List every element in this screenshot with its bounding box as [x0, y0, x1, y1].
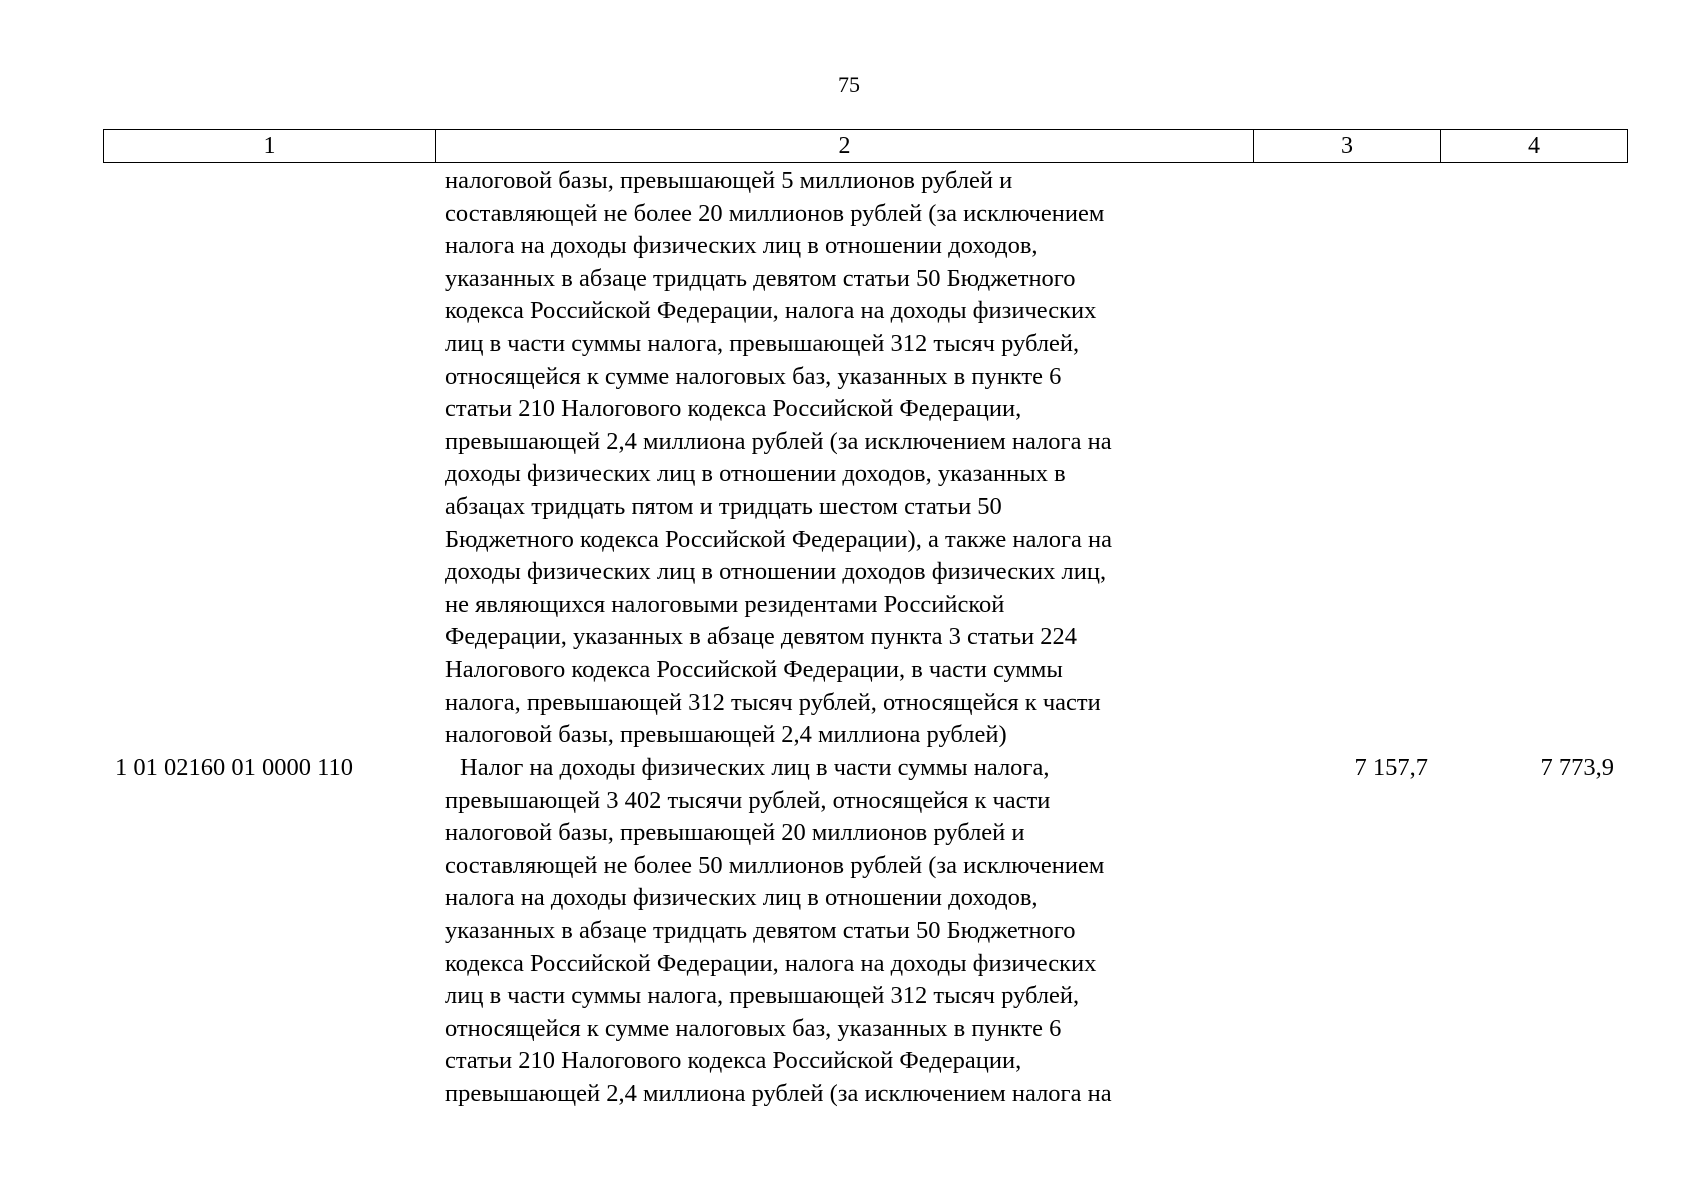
text-line: доходы физических лиц в отношении доходов физических лиц,	[445, 558, 1107, 586]
text-line: составляющей не более 20 миллионов рублей (за исключением	[445, 199, 1105, 227]
text-line: относящейся к сумме налоговых баз, указанных в пункте 6	[445, 1014, 1062, 1042]
text-line: статьи 210 Налогового кодекса Российской Федерации,	[445, 395, 1022, 423]
column-header-1: 1	[104, 130, 436, 163]
text-line: кодекса Российской Федерации, налога на доходы физических	[445, 297, 1097, 325]
entry-value-col4: 7 773,9	[1540, 754, 1614, 781]
text-line: Бюджетного кодекса Российской Федерации), а также налога на	[445, 525, 1113, 553]
text-line: налога на доходы физических лиц в отношении доходов,	[445, 232, 1038, 260]
text-line: налоговой базы, превышающей 5 миллионов рублей и	[445, 167, 1013, 194]
page-number: 75	[838, 72, 860, 97]
text-line: лиц в части суммы налога, превышающей 312 тысяч рублей,	[445, 329, 1080, 357]
text-line: превышающей 2,4 миллиона рублей (за исключением налога на	[445, 427, 1112, 455]
entry-description	[445, 752, 1245, 1111]
text-line: лиц в части суммы налога, превышающей 312 тысяч рублей,	[445, 982, 1080, 1010]
column-header-row	[104, 130, 1628, 163]
text-line: Налог на доходы физических лиц в части суммы налога,	[460, 754, 1050, 781]
text-line: относящейся к сумме налоговых баз, указанных в пункте 6	[445, 362, 1062, 390]
column-header-2: 2	[436, 130, 1254, 163]
text-line: статьи 210 Налогового кодекса Российской Федерации,	[445, 1047, 1022, 1075]
text-line: Федерации, указанных в абзаце девятом пункта 3 статьи 224	[445, 623, 1077, 651]
text-line: превышающей 2,4 миллиона рублей (за исключением налога на	[445, 1079, 1112, 1107]
text-line: налоговой базы, превышающей 2,4 миллиона рублей)	[445, 721, 1007, 749]
entry-value-col3: 7 157,7	[1354, 754, 1428, 781]
column-header-3: 3	[1254, 130, 1441, 163]
text-line: составляющей не более 50 миллионов рублей (за исключением	[445, 851, 1105, 879]
continued-description	[445, 165, 1245, 752]
text-line: налога, превышающей 312 тысяч рублей, относящейся к части	[445, 688, 1101, 716]
text-line: доходы физических лиц в отношении доходов, указанных в	[445, 460, 1066, 488]
text-line: абзацах тридцать пятом и тридцать шестом статьи 50	[445, 492, 1002, 520]
text-line: превышающей 3 402 тысячи рублей, относящейся к части	[445, 786, 1051, 814]
text-line: указанных в абзаце тридцать девятом статьи 50 Бюджетного	[445, 264, 1076, 292]
text-line: налога на доходы физических лиц в отношении доходов,	[445, 884, 1038, 912]
text-line: указанных в абзаце тридцать девятом статьи 50 Бюджетного	[445, 916, 1076, 944]
column-header-table	[103, 129, 1628, 163]
text-line: кодекса Российской Федерации, налога на доходы физических	[445, 949, 1097, 977]
text-line: Налогового кодекса Российской Федерации, в части суммы	[445, 655, 1063, 683]
text-line: не являющихся налоговыми резидентами Российской	[445, 590, 1005, 618]
entry-code: 1 01 02160 01 0000 110	[115, 754, 353, 781]
column-header-4: 4	[1441, 130, 1628, 163]
text-line: налоговой базы, превышающей 20 миллионов рублей и	[445, 819, 1025, 847]
